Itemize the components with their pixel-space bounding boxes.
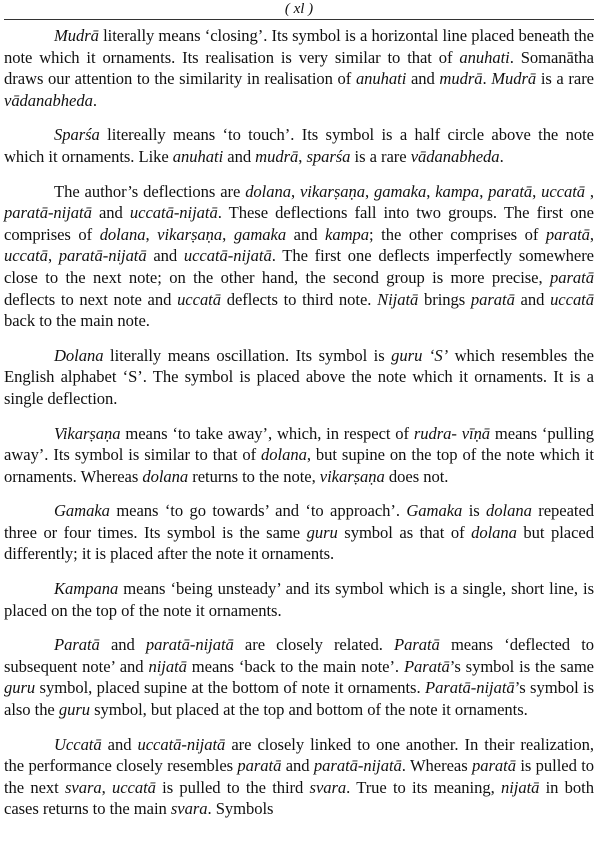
italic-term: guru <box>306 522 338 542</box>
text-run: is pulled to the third <box>155 777 310 797</box>
italic-term: Gamaka <box>406 501 463 521</box>
text-run: and <box>146 246 184 266</box>
text-run: means ‘being unsteady’ and its symbol which is a single, short line, is placed on the top of the note it ornaments. <box>4 579 594 620</box>
text-run: literally means ‘closing’. Its symbol is a horizontal line placed beneath the note which it ornaments. Its realisation is very similar to that of <box>4 26 594 67</box>
text-run: is <box>462 501 487 521</box>
italic-term: Kampana <box>54 579 119 599</box>
text-run: . The first one deflects imperfectly somewhere close to the next note; on the other hand, the second group is more precise, <box>4 246 594 287</box>
italic-term: svara <box>64 777 102 797</box>
italic-term: svara <box>170 799 208 819</box>
italic-term: paratā <box>472 756 516 776</box>
text-run: and <box>281 756 314 776</box>
body-text <box>4 25 594 820</box>
text-run: and <box>101 734 138 754</box>
text-run: literally means oscillation. Its symbol is <box>103 345 392 365</box>
paragraph-mudra <box>4 25 594 111</box>
italic-term: paratā <box>470 289 515 309</box>
text-run: does not. <box>384 466 449 486</box>
italic-term: Uccatā <box>54 734 102 754</box>
paragraph-parata <box>4 634 594 720</box>
italic-term: paratā-nijatā <box>58 246 147 266</box>
text-run: is a rare <box>536 69 594 89</box>
paragraph-vikarsana <box>4 423 594 488</box>
text-run: , <box>222 224 234 244</box>
text-run: ’s symbol is the same <box>449 656 594 676</box>
text-run: and <box>99 635 146 655</box>
text-run: ; the other comprises of <box>369 224 546 244</box>
italic-term: gamaka <box>373 181 427 201</box>
header-rule <box>4 19 594 20</box>
text-run: means ‘deflected to subsequent note’ and <box>4 635 595 676</box>
text-run: and <box>406 69 440 89</box>
text-run: are closely related. <box>233 635 394 655</box>
italic-term: vādanabheda <box>4 90 93 110</box>
text-run: , <box>532 181 542 201</box>
text-run: back to the main note. <box>4 311 150 331</box>
paragraph-uccata <box>4 734 594 820</box>
text-run: symbol, but placed at the top and bottom of the note it ornaments. <box>90 700 528 720</box>
italic-term: anuhati <box>459 47 510 67</box>
italic-term: dolana <box>245 181 291 201</box>
italic-term: dolana <box>471 522 517 542</box>
text-run: , <box>589 224 594 244</box>
text-run: which resembles the English alphabet ‘S’. The symbol is placed above the note which it ornaments. It is a single deflection. <box>4 345 594 408</box>
text-run: , <box>101 777 112 797</box>
italic-term: paratā-nijatā <box>4 203 92 223</box>
italic-term: mudrā <box>439 69 483 89</box>
italic-term: mudrā <box>255 146 299 166</box>
text-run: , <box>298 146 307 166</box>
italic-term: uccatā <box>550 289 594 309</box>
italic-term: nijatā <box>500 777 540 797</box>
italic-term: Paratā <box>54 635 100 655</box>
paragraph-deflections <box>4 181 594 332</box>
page-number: ( xl ) <box>284 1 314 17</box>
italic-term: uccatā-nijatā <box>137 734 226 754</box>
italic-term: Vikarṣaṇa <box>54 423 121 443</box>
text-run: symbol, placed supine at the bottom of note it ornaments. <box>35 678 425 698</box>
italic-term: gamaka <box>233 224 287 244</box>
italic-term: Paratā <box>394 635 440 655</box>
text-run: and <box>514 289 551 309</box>
italic-term: dolana <box>99 224 146 244</box>
text-run: The author’s deflections are <box>54 181 246 201</box>
italic-term: Paratā <box>403 656 450 676</box>
italic-term: dolana <box>486 501 532 521</box>
italic-term: Paratā-nijatā <box>424 678 515 698</box>
paragraph-sparsa <box>4 124 594 167</box>
text-run: returns to the note, <box>188 466 320 486</box>
text-run: in both cases returns to the main <box>4 777 594 819</box>
italic-term: vikarṣaṇa <box>299 181 365 201</box>
text-run: repeated three or four times. Its symbol is the same <box>4 501 595 542</box>
text-run: . Symbols <box>207 799 274 819</box>
text-run: , but supine on the top of the note which it ornaments. Whereas <box>4 445 594 486</box>
paragraph-gamaka <box>4 500 594 565</box>
italic-term: svara <box>309 777 347 797</box>
italic-term: Gamaka <box>54 501 110 521</box>
italic-term: kampa <box>325 224 370 244</box>
italic-term: kampa <box>435 181 480 201</box>
text-run: brings <box>418 289 471 309</box>
italic-term: paratā <box>488 181 533 201</box>
text-run: litereally means ‘to touch’. Its symbol is a half circle above the note which it ornaments. Like <box>4 125 594 166</box>
text-run: are closely linked to one another. In their realization, the performance closely resembles <box>4 734 594 776</box>
italic-term: anuhati <box>355 69 407 89</box>
text-run: . Whereas <box>401 756 472 776</box>
italic-term: Nijatā <box>377 289 419 309</box>
italic-term: uccatā <box>4 246 48 266</box>
italic-term: paratā-nijatā <box>145 635 234 655</box>
text-run: and <box>223 146 256 166</box>
text-run: symbol as that of <box>337 522 472 542</box>
text-run: but placed differently; it is placed after the note it ornaments. <box>4 522 594 564</box>
text-run: , <box>290 181 300 201</box>
italic-term: rudra- vīṇā <box>413 423 491 443</box>
text-run: deflects to third note. <box>221 289 378 309</box>
text-run: means ‘pulling away’. Its symbol is similar to that of <box>4 423 595 465</box>
text-run: , <box>47 246 59 266</box>
text-run: and <box>286 224 326 244</box>
italic-term: Sparśa <box>54 125 100 145</box>
text-run: , <box>585 181 595 201</box>
text-run: means ‘to go towards’ and ‘to approach’. <box>109 501 407 521</box>
italic-term: Mudrā <box>54 26 99 45</box>
text-run: is pulled to the next <box>4 756 595 797</box>
paragraph-kampana <box>4 578 594 621</box>
italic-term: uccatā <box>111 777 156 797</box>
italic-term: uccatā-nijatā <box>129 203 218 223</box>
italic-term: dolana <box>261 445 307 465</box>
italic-term: paratā <box>550 267 594 287</box>
text-run: , <box>145 224 158 244</box>
italic-term: nijatā <box>148 656 187 676</box>
italic-term: uccatā <box>541 181 586 201</box>
text-run: means ‘to take away’, which, in respect of <box>120 423 414 443</box>
italic-term: paratā <box>545 224 590 244</box>
italic-term: vādanabheda <box>410 146 500 166</box>
italic-term: uccatā-nijatā <box>183 246 272 266</box>
italic-term: uccatā <box>177 289 221 309</box>
text-run: . Somanātha draws our attention to the similarity in realisation of <box>4 47 594 89</box>
italic-term: vikarṣaṇa <box>319 466 385 486</box>
italic-term: guru ‘S’ <box>391 345 449 365</box>
text-run: . These deflections fall into two groups. The first one comprises of <box>4 203 594 244</box>
text-run: means ‘back to the main note’. <box>186 656 404 676</box>
text-run: and <box>91 203 130 223</box>
text-run: , <box>426 181 436 201</box>
text-run: , <box>364 181 374 201</box>
italic-term: paratā <box>237 756 282 776</box>
italic-term: sparśa <box>306 146 351 166</box>
italic-term: Dolana <box>54 345 104 365</box>
text-run: . <box>499 146 504 166</box>
italic-term: Mudrā <box>491 69 537 89</box>
text-run: , <box>479 181 489 201</box>
italic-term: guru <box>4 678 36 698</box>
paragraph-dolana <box>4 345 594 410</box>
text-run: . True to its meaning, <box>346 777 501 797</box>
italic-term: paratā-nijatā <box>313 756 402 776</box>
text-run: is a rare <box>350 146 411 166</box>
text-run: . <box>92 90 97 110</box>
italic-term: dolana <box>142 466 189 486</box>
italic-term: vikarṣaṇa <box>157 224 223 244</box>
text-run: . <box>482 69 492 89</box>
text-run: ’s symbol is also the <box>4 678 594 720</box>
italic-term: anuhati <box>172 146 224 166</box>
text-run: deflects to next note and <box>4 289 178 309</box>
italic-term: guru <box>58 700 91 720</box>
